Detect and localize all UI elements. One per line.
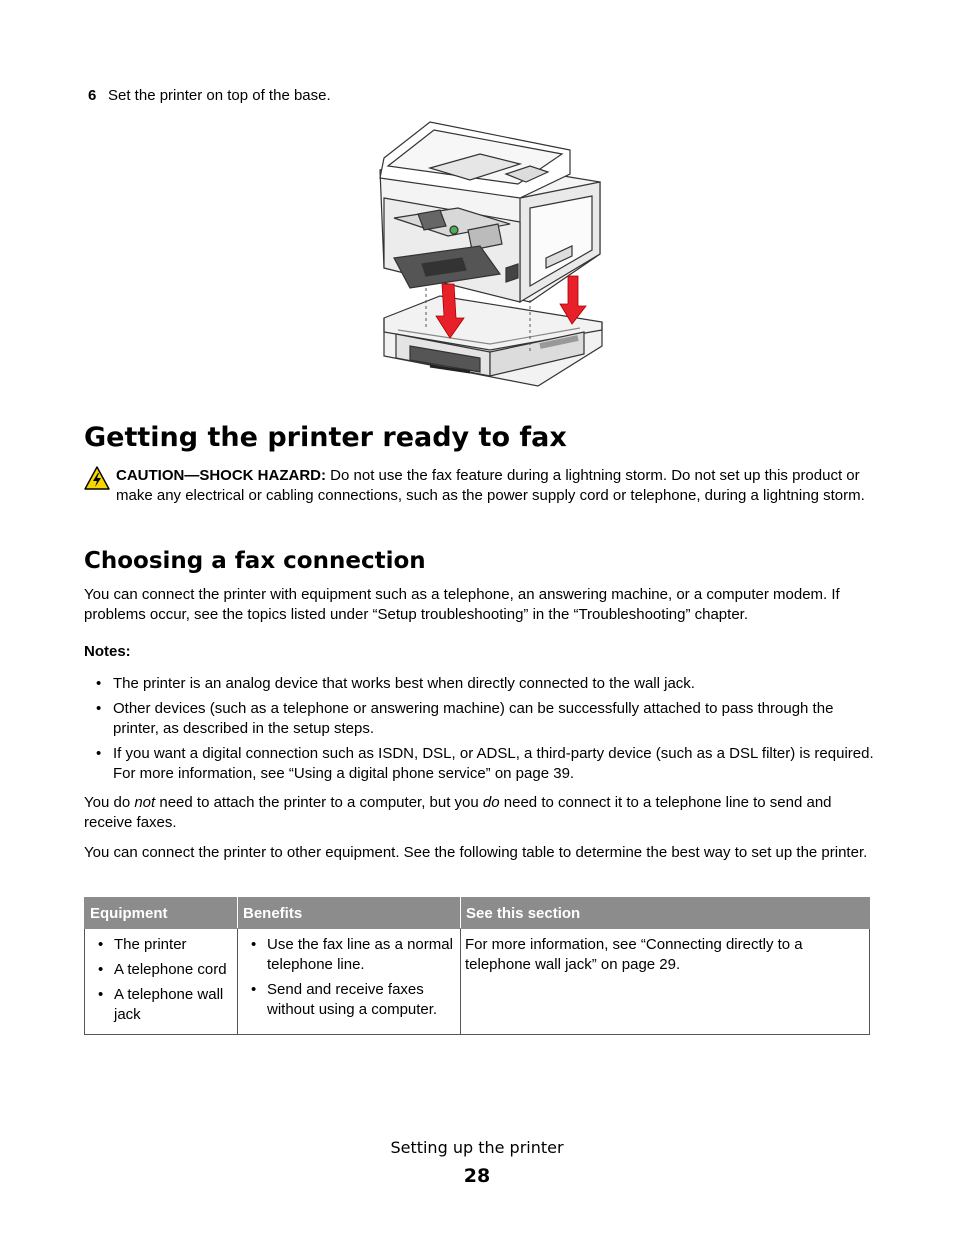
computer-paragraph: You do not need to attach the printer to a computer, but you do need to connect it to a telephone line to send and receive faxes. (84, 794, 832, 831)
list-item: • The printer is an analog device that works best when directly connected to the wall jack. (84, 674, 874, 694)
list-item: • Use the fax line as a normal telephone line. (242, 935, 456, 975)
footer-chapter-title: Setting up the printer (390, 1138, 564, 1157)
list-item: • Other devices (such as a telephone or answering machine) can be successfully attached to pass through the printer, as described in the setup steps. (84, 699, 874, 739)
step-number: 6 (88, 87, 97, 104)
section-heading: Getting the printer ready to fax (84, 422, 567, 453)
printer-on-base-illustration (370, 118, 610, 396)
notes-list (84, 674, 874, 789)
table-header-section: See this section (461, 898, 870, 929)
table-row (85, 929, 870, 1035)
notes-label: Notes: (84, 643, 131, 660)
list-item: • The printer (89, 935, 233, 955)
list-item: • A telephone wall jack (89, 985, 233, 1025)
section-cell: For more information, see “Connecting directly to a telephone wall jack” on page 29. (461, 929, 870, 1035)
fax-connection-table (84, 897, 870, 1035)
list-item: • A telephone cord (89, 960, 233, 980)
table-header-benefits: Benefits (238, 898, 461, 929)
equipment-paragraph: You can connect the printer to other equipment. See the following table to determine the best way to set up the printer. (84, 844, 868, 861)
list-item: • Send and receive faxes without using a computer. (242, 980, 456, 1020)
page-number: 28 (463, 1165, 491, 1187)
shock-hazard-warning-icon (84, 466, 110, 490)
table-header-equipment: Equipment (85, 898, 238, 929)
caution-label: CAUTION—SHOCK HAZARD: (116, 467, 326, 484)
caution-notice (84, 466, 874, 506)
step-text: Set the printer on top of the base. (108, 87, 331, 104)
list-item: • If you want a digital connection such as ISDN, DSL, or ADSL, a third-party device (such as a DSL filter) is required. For more information, see “Using a digital phone service” on page 39. (84, 744, 874, 784)
step-6 (88, 86, 331, 106)
benefits-cell (238, 929, 461, 1035)
equipment-cell (85, 929, 238, 1035)
subsection-heading: Choosing a fax connection (84, 548, 426, 574)
caution-text: Do not use the fax feature during a lightning storm. Do not set up this product or make any electrical or cabling connections, such as the power supply cord or telephone, during a lightning storm. (116, 467, 865, 504)
intro-paragraph: You can connect the printer with equipment such as a telephone, an answering machine, or a computer modem. If problems occur, see the topics listed under “Setup troubleshooting” in the “Troubleshooting” chapter. (84, 586, 840, 623)
